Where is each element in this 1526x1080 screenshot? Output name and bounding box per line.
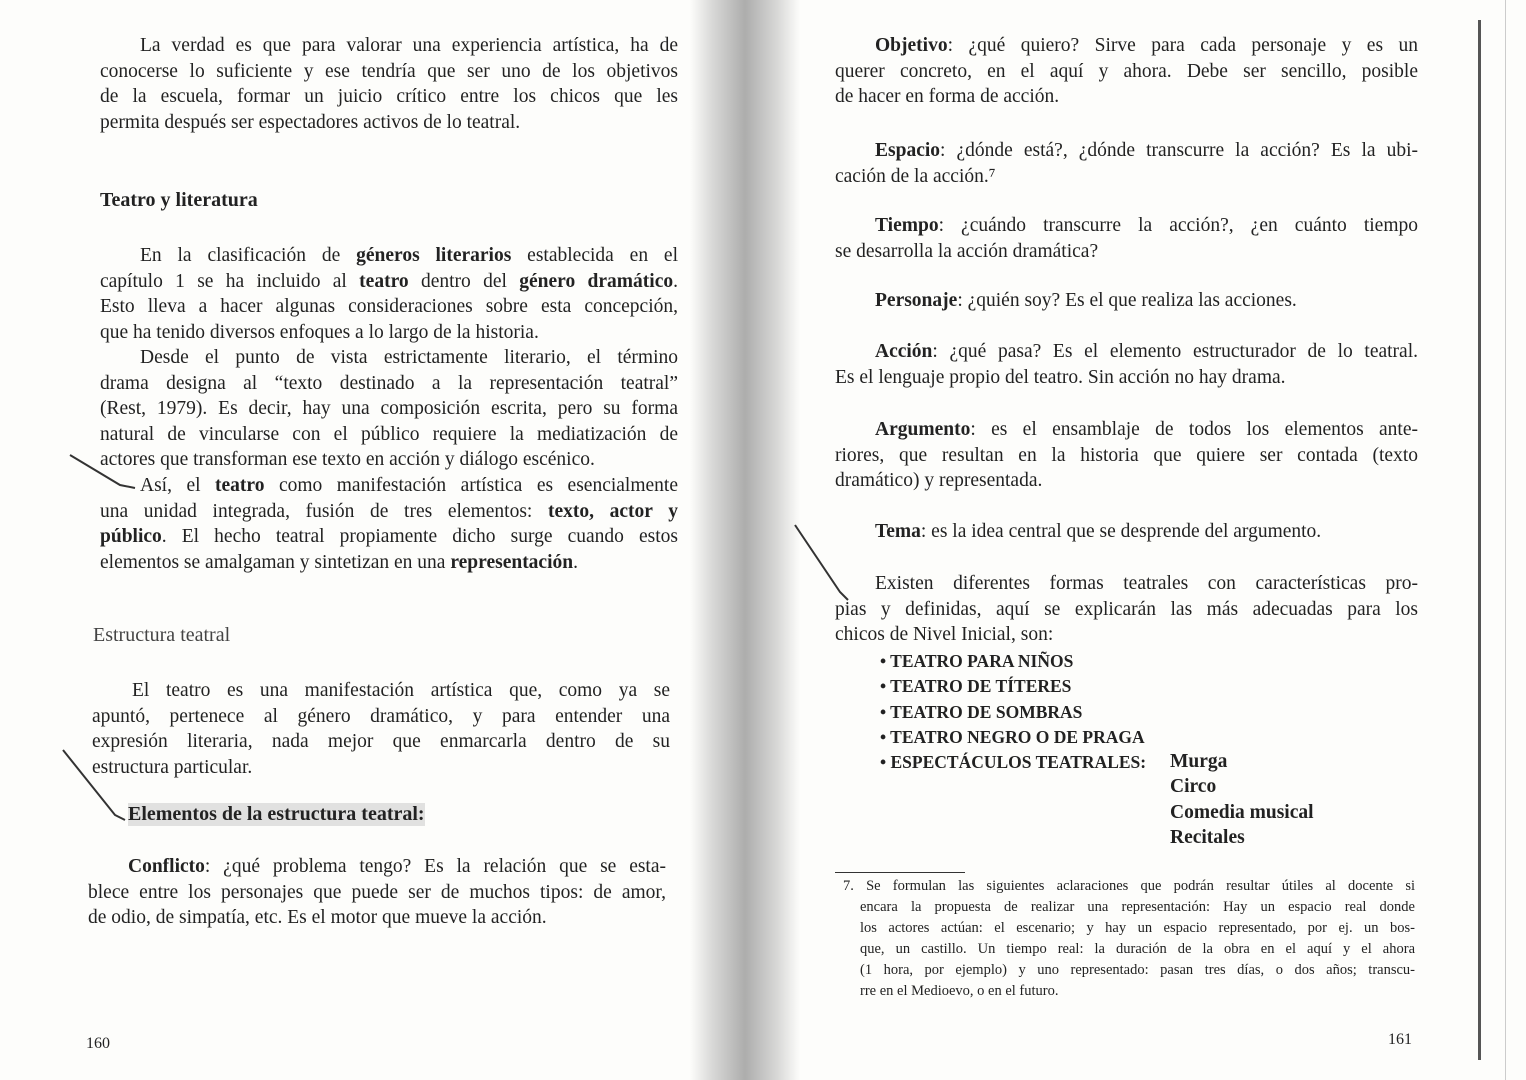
list-item: • TEATRO DE SOMBRAS bbox=[880, 701, 1083, 722]
text-line: encara la propuesta de realizar una representación: Hay un espacio real donde bbox=[860, 899, 1415, 915]
text-line: se desarrolla la acción dramática? bbox=[835, 240, 1099, 262]
text-line: En la clasificación de géneros literarios establecida en el bbox=[140, 245, 678, 266]
book-gutter bbox=[690, 0, 800, 1080]
bold-term: teatro bbox=[215, 475, 265, 496]
text-line: los actores actúan: el escenario; y hay un espacio representado, por ej. un bos- bbox=[860, 920, 1415, 936]
theatre-forms-list bbox=[880, 649, 1146, 775]
text-line: rre en el Medioevo, o en el futuro. bbox=[860, 983, 1059, 999]
item-argumento bbox=[835, 417, 1418, 494]
text-line: Esto lleva a hacer algunas consideraciones sobre esta concepción, bbox=[100, 296, 678, 318]
paragraph-generos bbox=[100, 243, 678, 345]
text-line: chicos de Nivel Inicial, son: bbox=[835, 624, 1054, 646]
bold-term: público bbox=[100, 526, 162, 548]
bold-term: representación bbox=[450, 551, 574, 573]
bold-term: Objetivo bbox=[875, 35, 948, 56]
text-line: cación de la acción.⁷ bbox=[835, 165, 996, 187]
text-line: Tema: es la idea central que se desprende del argumento. bbox=[875, 521, 1322, 542]
text-line: riores, que resultan en la historia que quiere ser contada (texto bbox=[835, 444, 1418, 466]
list-item: Recitales bbox=[1170, 826, 1245, 848]
text-line: blece entre los personajes que puede ser de muchos tipos: de amor, bbox=[88, 881, 666, 903]
bold-term: género dramático bbox=[519, 270, 674, 292]
text-line: permita después ser espectadores activos de lo teatral. bbox=[100, 111, 521, 133]
list-item: • TEATRO NEGRO O DE PRAGA bbox=[880, 726, 1145, 747]
list-item: Comedia musical bbox=[1170, 801, 1314, 823]
paragraph-teatro-unidad bbox=[100, 473, 678, 575]
text-line: capítulo 1 se ha incluido al teatro dentro del género dramático. bbox=[100, 270, 678, 292]
text-line: que, un castillo. Un tiempo real: la duración de la obra en el aquí y el ahora bbox=[860, 941, 1415, 957]
heading-teatro-literatura: Teatro y literatura bbox=[100, 189, 258, 211]
list-item: • TEATRO PARA NIÑOS bbox=[880, 651, 1074, 671]
text-line: La verdad es que para valorar una experiencia artística, ha de bbox=[140, 35, 678, 56]
text-line: Argumento: es el ensamblaje de todos los elementos ante- bbox=[875, 419, 1418, 440]
footnote-divider bbox=[835, 872, 965, 873]
text-line: Existen diferentes formas teatrales con características pro- bbox=[875, 573, 1418, 594]
text-line: querer concreto, en el aquí y ahora. Debe ser sencillo, posible bbox=[835, 60, 1418, 82]
heading-elementos: Elementos de la estructura teatral: bbox=[128, 803, 425, 825]
text-line: Desde el punto de vista estrictamente literario, el término bbox=[140, 347, 678, 368]
text-line: 7. Se formulan las siguientes aclaraciones que podrán resultar útiles al docente si bbox=[843, 878, 1415, 894]
item-objetivo bbox=[835, 33, 1418, 110]
text-line: público. El hecho teatral propiamente dicho surge cuando estos bbox=[100, 526, 678, 548]
text-line: conocerse lo suficiente y ese tendría que ser uno de los objetivos bbox=[100, 60, 678, 82]
paragraph-formas-teatrales bbox=[835, 571, 1418, 648]
bold-term: Espacio bbox=[875, 140, 941, 161]
spectacles-list bbox=[1170, 749, 1314, 850]
text-line: elementos se amalgaman y sintetizan en una representación. bbox=[100, 551, 578, 573]
item-tiempo bbox=[835, 213, 1418, 264]
text-line: drama designa al “texto destinado a la representación teatral” bbox=[100, 372, 678, 394]
bold-term: Tema bbox=[875, 521, 921, 542]
item-espacio bbox=[835, 138, 1418, 189]
page-edge bbox=[1478, 20, 1481, 1060]
text-line: Personaje: ¿quién soy? Es el que realiza las acciones. bbox=[875, 290, 1297, 311]
text-line: Objetivo: ¿qué quiero? Sirve para cada personaje y es un bbox=[875, 35, 1418, 56]
text-line: (1 hora, por ejemplo) y uno representado: pasan tres días, o dos años; transcu- bbox=[860, 962, 1415, 978]
text-line: una unidad integrada, fusión de tres elementos: texto, actor y bbox=[100, 500, 679, 522]
text-line: Acción: ¿qué pasa? Es el elemento estructurador de lo teatral. bbox=[875, 341, 1418, 362]
pen-mark-arrow bbox=[60, 450, 140, 500]
bold-term: texto, actor y bbox=[547, 500, 679, 522]
paragraph-intro bbox=[100, 33, 678, 135]
item-accion bbox=[835, 339, 1418, 390]
page-edge-line bbox=[1505, 0, 1506, 1080]
text-line: que ha tenido diversos enfoques a lo largo de la historia. bbox=[100, 321, 539, 343]
text-line: dramático) y representada. bbox=[835, 470, 1043, 492]
heading-estructura-teatral: Estructura teatral bbox=[93, 624, 231, 646]
text-line: Tiempo: ¿cuándo transcurre la acción?, ¿en cuánto tiempo bbox=[875, 215, 1418, 236]
paragraph-drama bbox=[100, 345, 678, 473]
item-tema bbox=[835, 519, 1418, 545]
bold-term: Argumento bbox=[875, 419, 971, 440]
text-line: actores que transforman ese texto en acción y diálogo escénico. bbox=[100, 449, 595, 471]
bold-term: Conflicto bbox=[128, 856, 205, 877]
bold-term: géneros literarios bbox=[356, 245, 512, 266]
list-item: • TEATRO DE TÍTERES bbox=[880, 676, 1072, 697]
paragraph-estructura bbox=[92, 678, 670, 780]
text-line: El teatro es una manifestación artística que, como ya se bbox=[132, 680, 670, 701]
text-line: natural de vincularse con el público requiere la mediatización de bbox=[100, 423, 678, 445]
text-line: (Rest, 1979). Es decir, hay una composición escrita, pero su forma bbox=[100, 398, 678, 420]
paragraph-conflicto bbox=[88, 854, 666, 931]
text-line: apuntó, pertenece al género dramático, y para entender una bbox=[92, 705, 670, 727]
list-item: Circo bbox=[1170, 776, 1217, 798]
page-number: 161 bbox=[1388, 1031, 1412, 1048]
list-item: Murga bbox=[1170, 751, 1228, 772]
text-line: de la escuela, formar un juicio crítico entre los chicos que les bbox=[100, 86, 678, 108]
text-line: Conflicto: ¿qué problema tengo? Es la relación que se esta- bbox=[128, 856, 666, 877]
bold-term: Acción bbox=[875, 341, 933, 362]
bold-term: teatro bbox=[359, 270, 409, 292]
text-line: pias y definidas, aquí se explicarán las más adecuadas para los bbox=[835, 598, 1418, 620]
pen-mark-arrow bbox=[790, 520, 860, 605]
text-line: estructura particular. bbox=[92, 756, 253, 778]
text-line: de odio, de simpatía, etc. Es el motor que mueve la acción. bbox=[88, 907, 547, 929]
footnote bbox=[843, 876, 1415, 1002]
pen-mark-arrow bbox=[55, 745, 135, 825]
list-item: • ESPECTÁCULOS TEATRALES: bbox=[880, 752, 1147, 773]
item-personaje bbox=[835, 288, 1418, 314]
text-line: Es el lenguaje propio del teatro. Sin acción no hay drama. bbox=[835, 366, 1286, 388]
text-line: Así, el teatro como manifestación artística es esencialmente bbox=[140, 475, 678, 496]
text-line: expresión literaria, nada mejor que enmarcarla dentro de su bbox=[92, 731, 670, 753]
page-number: 160 bbox=[86, 1035, 110, 1052]
bold-term: Tiempo bbox=[875, 215, 939, 236]
text-line: Espacio: ¿dónde está?, ¿dónde transcurre la acción? Es la ubi- bbox=[875, 140, 1418, 161]
text-line: de hacer en forma de acción. bbox=[835, 86, 1060, 108]
bold-term: Personaje bbox=[875, 290, 958, 311]
